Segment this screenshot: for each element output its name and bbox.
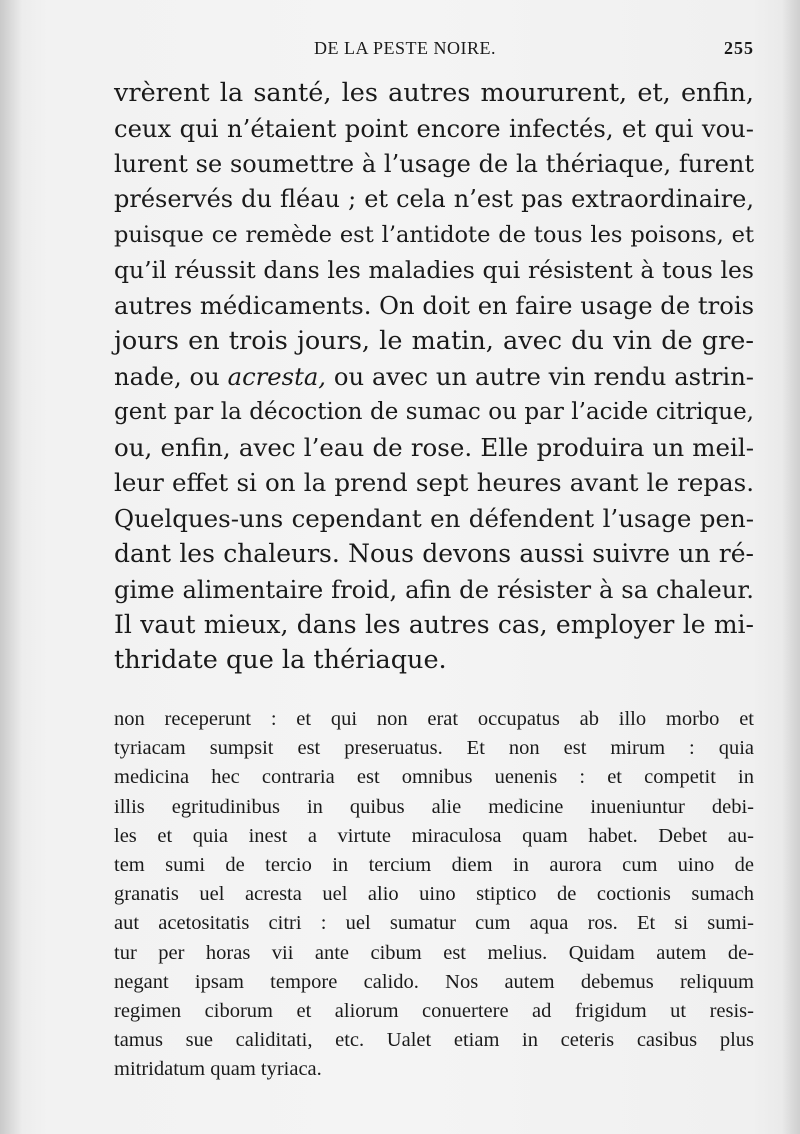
text-line: puisque ce remède est l’antidote de tous les poisons, et [114,221,754,248]
latin-line: mitridatum quam tyriaca. [114,1058,322,1081]
text-segment: ou avec un autre vin rendu astrin- [325,362,755,392]
text-line: gent par la décoction de sumac ou par l’acide citrique, [114,398,754,425]
latin-line: medicina hec contraria est omnibus uenenis : et competit in [114,766,754,789]
text-line: préservés du fléau ; et cela n’est pas extraordinaire, [114,185,754,214]
latin-line: les et quia inest a virtute miraculosa quam habet. Debet au- [114,824,754,847]
latin-line: illis egritudinibus in quibus alie medicine inueniuntur debi- [114,795,754,818]
running-head [114,38,754,68]
text-line: gime alimentaire froid, afin de résister à sa chaleur. [114,574,754,604]
page-gutter-shadow [0,0,22,1134]
text-line: leur effet si on la prend sept heures avant le repas. [114,468,754,498]
italic-term: acresta, [227,362,326,392]
text-line: Quelques-uns cependant en défendent l’usage pen- [114,503,754,533]
text-line: thridate que la thériaque. [114,644,447,675]
text-line: autres médicaments. On doit en faire usage de trois [114,291,755,321]
text-line: dant les chaleurs. Nous devons aussi suivre un ré- [114,539,754,569]
latin-line: aut acetositatis citri : uel sumatur cum aqua ros. Et si sumi- [114,912,754,935]
latin-line: negant ipsam tempore calido. Nos autem debemus reliquum [114,970,754,993]
text-line: lurent se soumettre à l’usage de la thériaque, furent [114,149,754,178]
text-line: Il vaut mieux, dans les autres cas, employer le mi- [114,610,754,640]
text-line: jours en trois jours, le matin, avec du vin de gre- [114,325,754,356]
text-line: vrèrent la santé, les autres moururent, et, enfin, [114,78,754,108]
text-line-with-italic [114,359,754,394]
latin-original-paragraph [114,705,754,1085]
latin-line: tem sumi de tercio in tercium diem in aurora cum uino de [114,854,754,877]
text-line: ou, enfin, avec l’eau de rose. Elle produira un meil- [114,433,754,463]
page-edge-shadow [782,0,800,1134]
page-number: 255 [724,38,754,58]
latin-line: tamus sue caliditati, etc. Ualet etiam in ceteris casibus plus [114,1029,754,1052]
latin-line: tyriacam sumpsit est preseruatus. Et non est mirum : quia [114,737,754,760]
latin-line: non receperunt : et qui non erat occupatus ab illo morbo et [114,708,754,730]
latin-line: regimen ciborum et aliorum conuertere ad frigidum ut resis- [114,1000,754,1023]
running-title: DE LA PESTE NOIRE. [314,38,496,58]
text-line: qu’il réussit dans les maladies qui résistent à tous les [114,256,754,285]
latin-line: granatis uel acresta uel alio uino stiptico de coctionis sumach [114,883,754,906]
text-segment: nade, ou [114,362,228,392]
latin-line: tur per horas vii ante cibum est melius. Quidam autem de- [114,941,754,964]
text-line: ceux qui n’étaient point encore infectés, et qui vou- [114,114,754,144]
french-translation-paragraph [114,76,754,678]
